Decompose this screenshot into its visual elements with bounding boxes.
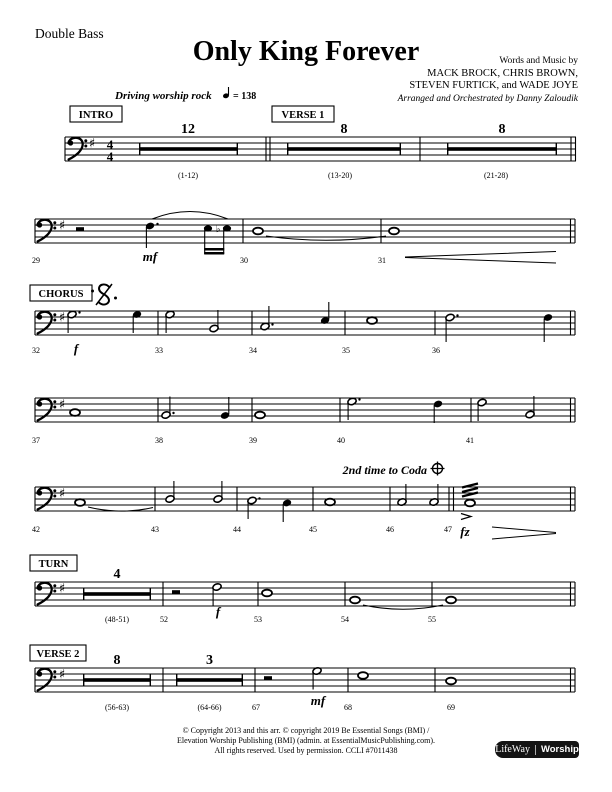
bar-number: 52 xyxy=(160,615,168,624)
section-box-verse1 xyxy=(272,106,334,122)
dynamic-f: f xyxy=(73,341,79,356)
staff-lines xyxy=(35,398,575,422)
publisher-logo xyxy=(495,741,579,758)
bar-number: 54 xyxy=(341,615,349,624)
tempo-bpm: = 138 xyxy=(233,91,257,102)
staff-lines xyxy=(35,311,575,335)
copyright-line: © Copyright 2013 and this arr. © copyright 2019 Be Essential Songs (BMI) / xyxy=(182,726,430,735)
measure-67 xyxy=(264,667,327,708)
bar-number: 68 xyxy=(344,703,352,712)
measure-37 xyxy=(70,409,80,416)
bar-number: 53 xyxy=(254,615,262,624)
measure-31 xyxy=(389,228,556,263)
dynamic-mf: mf xyxy=(310,693,326,708)
measure-44 xyxy=(247,496,292,522)
section-label-verse2: VERSE 2 xyxy=(36,649,80,660)
system-6 xyxy=(30,555,575,624)
system-5 xyxy=(32,462,575,540)
multirest-count: 4 xyxy=(113,567,121,582)
section-box-verse2 xyxy=(30,645,86,661)
section-box-intro xyxy=(70,106,122,122)
quarter-note-icon xyxy=(223,87,229,99)
multirest-range: (64-66) xyxy=(197,703,222,712)
tempo-marking xyxy=(114,87,256,102)
multirest-verse1a xyxy=(287,122,401,180)
dynamic-fz: fz xyxy=(460,524,470,539)
bar-number: 34 xyxy=(249,346,257,355)
bar-number: 41 xyxy=(466,436,474,445)
bar-number: 32 xyxy=(32,346,40,355)
measure-43 xyxy=(165,481,223,503)
bar-number: 55 xyxy=(428,615,436,624)
part-name: Double Bass xyxy=(35,26,104,41)
key-signature-sharp: ♯ xyxy=(58,397,66,413)
multirest-turn xyxy=(83,567,151,624)
multirest-range: (56-63) xyxy=(105,703,129,712)
system-4 xyxy=(32,396,575,445)
multirest-count: 8 xyxy=(340,122,348,137)
measure-55 xyxy=(446,597,456,604)
tremolo-marks xyxy=(462,484,478,497)
system-3 xyxy=(30,284,575,356)
bar-number: 33 xyxy=(155,346,163,355)
system-7 xyxy=(30,645,575,712)
section-box-turn xyxy=(30,555,77,571)
system-2 xyxy=(32,212,575,266)
measure-69 xyxy=(446,678,456,685)
multirest-verse2a xyxy=(83,653,151,712)
measure-41 xyxy=(477,396,535,421)
bar-number: 39 xyxy=(249,436,257,445)
bar-number: 43 xyxy=(151,525,159,534)
section-label-intro: INTRO xyxy=(78,110,114,121)
logo-worship-text: Worship xyxy=(540,744,579,755)
multirest-range: (48-51) xyxy=(105,615,129,624)
bar-number: 69 xyxy=(447,703,455,712)
section-label-verse1: VERSE 1 xyxy=(281,110,325,121)
bar-number: 42 xyxy=(32,525,40,534)
tempo-text: Driving worship rock xyxy=(115,90,212,102)
key-signature-sharp: ♯ xyxy=(58,218,66,234)
key-signature-sharp: ♯ xyxy=(88,136,96,152)
bar-number: 46 xyxy=(386,525,394,534)
staff-lines xyxy=(35,487,575,511)
bar-number: 31 xyxy=(378,256,386,265)
key-signature-sharp: ♯ xyxy=(58,486,66,502)
measure-35 xyxy=(367,317,377,324)
measure-34 xyxy=(260,302,330,331)
crescendo-hairpin xyxy=(405,252,556,264)
accent-mark xyxy=(461,514,471,520)
measure-45 xyxy=(325,499,335,506)
measure-36 xyxy=(445,313,553,342)
dynamic-f: f xyxy=(215,604,221,619)
dynamic-mf: mf xyxy=(142,249,158,264)
multirest-verse2b xyxy=(176,653,243,712)
measure-53 xyxy=(262,590,272,597)
logo-divider xyxy=(535,745,536,755)
bar-number: 45 xyxy=(309,525,317,534)
song-title: Only King Forever xyxy=(192,36,420,67)
measure-39 xyxy=(255,412,265,419)
measure-30 xyxy=(253,228,386,241)
multirest-count: 3 xyxy=(206,653,213,668)
credit-line: MACK BROCK, CHRIS BROWN, xyxy=(427,67,578,79)
bar-number: 40 xyxy=(337,436,345,445)
multirest-count: 8 xyxy=(498,122,506,137)
multirest-range: (1-12) xyxy=(178,171,198,180)
multirest-range: (13-20) xyxy=(328,171,352,180)
multirest-range: (21-28) xyxy=(484,171,508,180)
bar-number: 67 xyxy=(252,703,260,712)
multirest-count: 12 xyxy=(181,122,195,137)
bar-number: 29 xyxy=(32,256,40,265)
coda-icon xyxy=(431,462,445,476)
bar-number: 35 xyxy=(342,346,350,355)
bar-number: 47 xyxy=(444,525,452,534)
key-signature-sharp: ♯ xyxy=(58,310,66,326)
bar-number: 30 xyxy=(240,256,248,265)
copyright-line: All rights reserved. Used by permission. CCLI #7011438 xyxy=(214,746,398,755)
key-signature-sharp: ♯ xyxy=(58,581,66,597)
coda-direction xyxy=(342,462,445,478)
time-signature-top: 4 xyxy=(106,137,114,152)
credit-line: STEVEN FURTICK, and WADE JOYE xyxy=(409,80,578,91)
multirest-count: 8 xyxy=(113,653,121,668)
bar-number: 44 xyxy=(233,525,241,534)
section-label-chorus: CHORUS xyxy=(38,289,84,300)
measure-68 xyxy=(358,672,368,679)
key-signature-sharp: ♯ xyxy=(58,667,66,683)
flat-accidental: ♭ xyxy=(215,224,221,235)
bar-number: 38 xyxy=(155,436,163,445)
system-1 xyxy=(65,106,576,180)
coda-text: 2nd time to Coda xyxy=(342,463,427,477)
time-signature-bottom: 4 xyxy=(106,149,114,164)
multirest-verse1b xyxy=(447,122,557,180)
measure-54 xyxy=(350,597,443,610)
measure-33 xyxy=(165,310,219,333)
multirest-intro xyxy=(139,122,238,180)
credit-line: Words and Music by xyxy=(499,56,578,66)
section-box-chorus xyxy=(30,285,92,301)
bar-number: 37 xyxy=(32,436,40,445)
segno-icon xyxy=(91,284,117,305)
copyright-line: Elevation Worship Publishing (BMI) (admin. at EssentialMusicPublishing.com). xyxy=(176,736,436,745)
bar-number: 36 xyxy=(432,346,440,355)
section-label-turn: TURN xyxy=(38,559,69,570)
logo-lifeway-text: LifeWay xyxy=(495,744,530,755)
arranger-credit: Arranged and Orchestrated by Danny Zaloudik xyxy=(397,93,578,104)
diminuendo-hairpin xyxy=(492,527,556,539)
